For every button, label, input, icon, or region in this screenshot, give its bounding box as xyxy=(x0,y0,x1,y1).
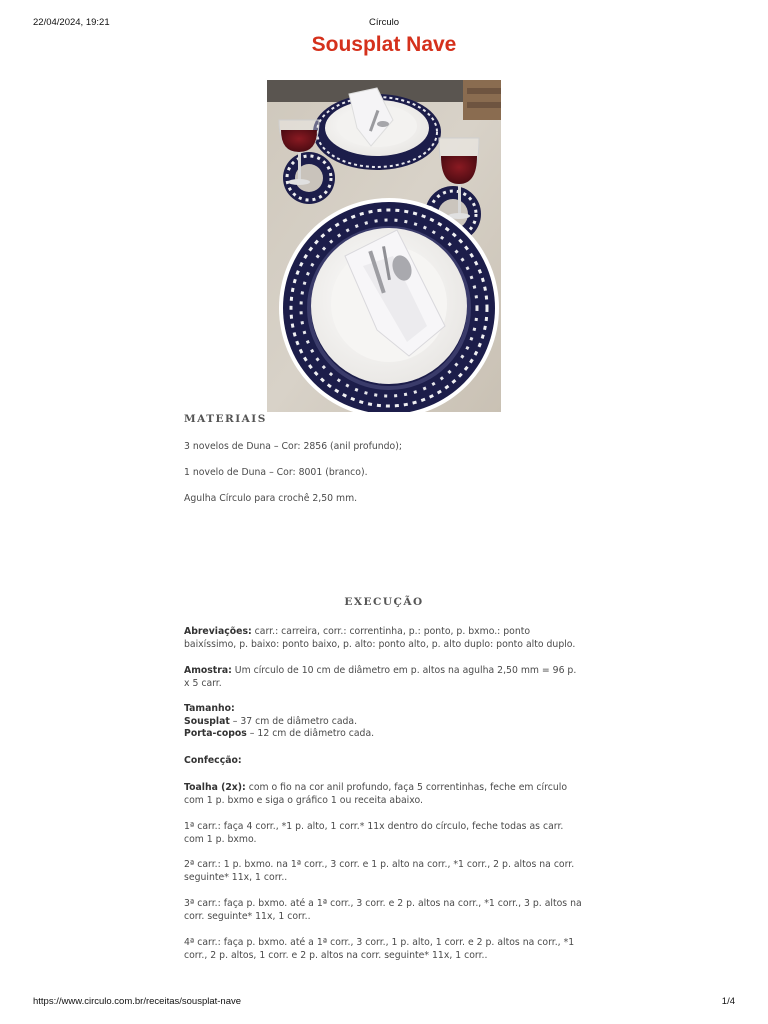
print-site-name: Círculo xyxy=(368,17,400,28)
round-1-text: 1ª carr.: faça 4 corr., *1 p. alto, 1 corr.* 11x dentro do círculo, feche todas as carr. com 1 p. bxmo. xyxy=(184,821,564,845)
sample-label: Amostra: xyxy=(184,665,232,676)
product-photo-illustration xyxy=(267,80,501,412)
round-instruction xyxy=(184,859,584,884)
materials-list-3 xyxy=(184,493,584,506)
page-title: Sousplat Nave xyxy=(311,33,457,56)
towel-paragraph xyxy=(184,782,584,807)
size-sousplat-label: Sousplat xyxy=(184,715,230,727)
round-2-text: 2ª carr.: 1 p. bxmo. na 1ª corr., 3 corr. e 1 p. alto na corr., *1 corr., 2 p. altos na corr. seguinte* 11x, 1 corr.. xyxy=(184,859,575,883)
size-coaster-label: Porta-copos xyxy=(184,728,247,740)
execution-heading: EXECUÇÃO xyxy=(344,596,424,608)
abbreviations-paragraph xyxy=(184,626,584,651)
round-3-text: 3ª carr.: faça p. bxmo. até a 1ª corr., 3 corr. e 2 p. altos na corr., *1 corr., 3 p. altos na corr. seguinte* 11x, 1 corr.. xyxy=(184,898,582,922)
materials-item: Agulha Círculo para crochê 2,50 mm. xyxy=(184,493,358,504)
materials-list xyxy=(184,441,584,454)
product-photo xyxy=(267,80,501,412)
print-datetime: 22/04/2024, 19:21 xyxy=(33,17,110,28)
making-paragraph xyxy=(184,755,584,768)
print-url: https://www.circulo.com.br/receitas/sousplat-nave xyxy=(33,996,242,1007)
materials-item: 3 novelos de Duna – Cor: 2856 (anil profundo); xyxy=(184,441,403,452)
size-coaster-text: – 12 cm de diâmetro cada. xyxy=(246,728,375,740)
size-sousplat-text: – 37 cm de diâmetro cada. xyxy=(229,715,358,727)
size-label: Tamanho: xyxy=(184,703,235,714)
making-label: Confecção: xyxy=(184,755,242,766)
materials-heading: MATERIAIS xyxy=(184,413,267,425)
page-number: 1/4 xyxy=(721,996,735,1007)
abbreviations-label: Abreviações: xyxy=(184,626,252,637)
materials-item: 1 novelo de Duna – Cor: 8001 (branco). xyxy=(184,467,368,478)
abbreviations-text: carr.: carreira, corr.: correntinha, p.: ponto, p. bxmo.: ponto baixíssimo, p. baixo: ponto baixo, p. alto: ponto alto, p. alto duplo: ponto alto duplo. xyxy=(184,626,576,650)
sample-text: Um círculo de 10 cm de diâmetro em p. altos na agulha 2,50 mm = 96 p. x 5 carr. xyxy=(184,665,577,689)
round-instruction xyxy=(184,937,584,962)
materials-list-2 xyxy=(184,467,584,480)
towel-label: Toalha (2x): xyxy=(184,782,246,793)
size-paragraph xyxy=(184,703,584,741)
round-4-text: 4ª carr.: faça p. bxmo. até a 1ª corr., 3 corr., 1 p. alto, 1 corr. e 2 p. altos na corr., *1 corr., 2 p. altos, 1 corr. e 2 p. altos na corr. seguinte* 11x, 1 corr.. xyxy=(184,937,575,961)
sample-paragraph xyxy=(184,665,584,690)
towel-text: com o fio na cor anil profundo, faça 5 correntinhas, feche em círculo com 1 p. bxmo e siga o gráfico 1 ou receita abaixo. xyxy=(184,782,568,806)
round-instruction xyxy=(184,898,584,923)
round-instruction xyxy=(184,821,584,846)
